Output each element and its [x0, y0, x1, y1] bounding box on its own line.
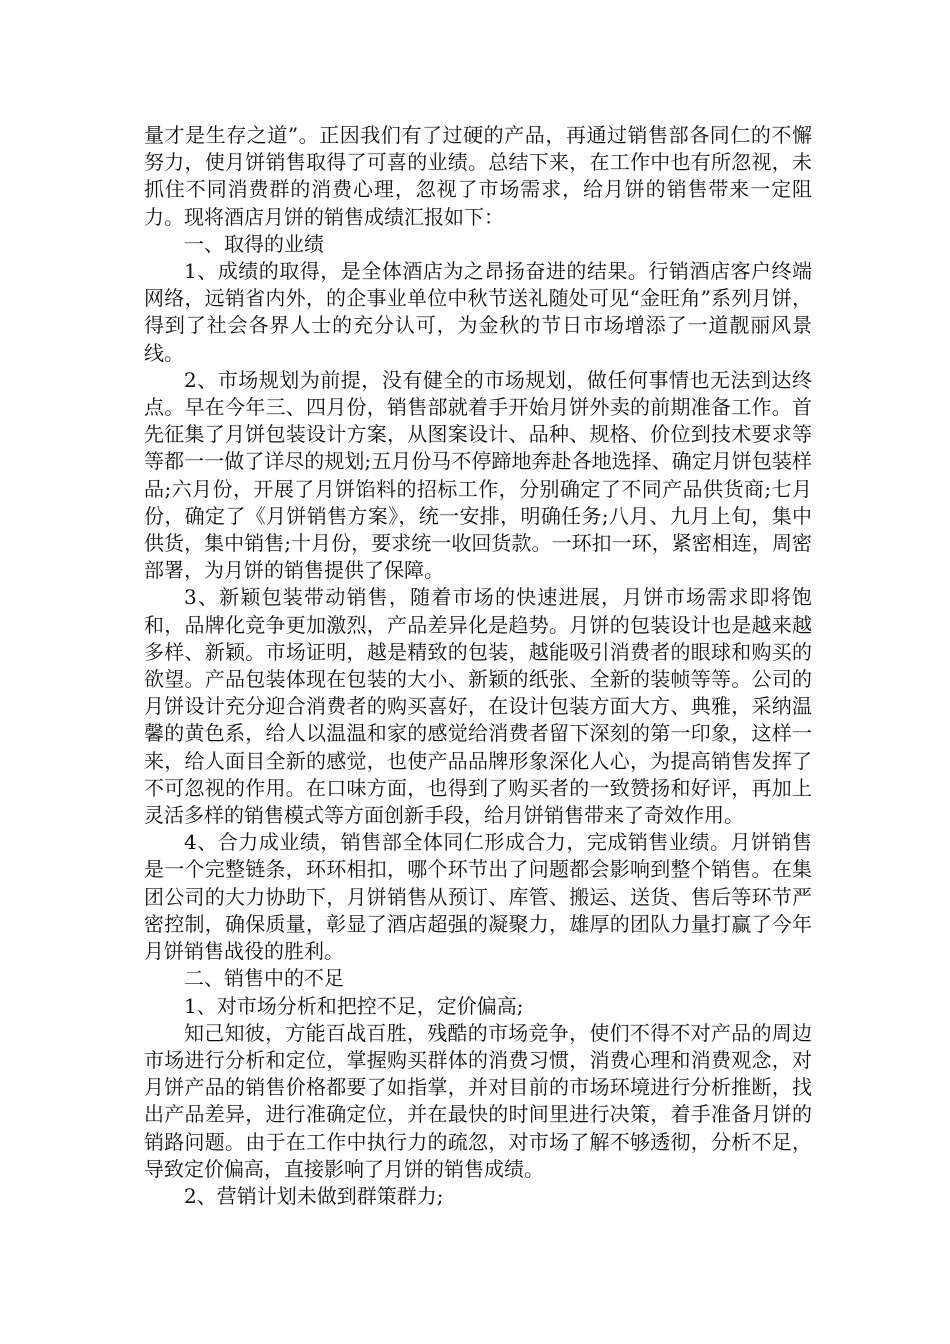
paragraph-achievement-3: 3、新颖包装带动销售，随着市场的快速进展，月饼市场需求即将饱和，品牌化竞争更加激烈，产品差异化是趋势。月饼的包装设计也是越来越多样、新颖。市场证明，越是精致的包装，越能吸引消费者的眼球和购买的欲望。产品包装体现在包装的大小、新颖的纸张、全新的装帧等等。公司的月饼设计充分迎合消费者的购买喜好，在设计包装方面大方、典雅，采纳温馨的黄色系，给人以温温和家的感觉给消费者留下深刻的第一印象，这样一来，给人面目全新的感觉，也使产品品牌形象深化人心，为提高销售发挥了不可忽视的作用。在口味方面，也得到了购买者的一致赞扬和好评，再加上灵活多样的销售模式等方面创新手段，给月饼销售带来了奇效作用。: [144, 585, 812, 828]
paragraph-achievement-4: 4、合力成业绩，销售部全体同仁形成合力，完成销售业绩。月饼销售是一个完整链条，环环相扣，哪个环节出了问题都会影响到整个销售。在集团公司的大力协助下，月饼销售从预订、库管、搬运、送货、售后等环节严密控制，确保质量，彰显了酒店超强的凝聚力，雄厚的团队力量打赢了今年月饼销售战役的胜利。: [144, 830, 812, 964]
paragraph-achievement-1: 1、成绩的取得，是全体酒店为之昂扬奋进的结果。行销酒店客户终端网络，远销省内外，的企事业单位中秋节送礼随处可见“金旺角”系列月饼，得到了社会各界人士的充分认可，为金秋的节日市场增添了一道靓丽风景线。: [144, 259, 812, 365]
paragraph-achievement-2: 2、市场规划为前提，没有健全的市场规划，做任何事情也无法到达终点。早在今年三、四月份，销售部就着手开始月饼外卖的前期准备工作。首先征集了月饼包装设计方案，从图案设计、品种、规格、价位到技术要求等等都一一做了详尽的规划;五月份马不停蹄地奔赴各地选择、确定月饼包装样品;六月份，开展了月饼馅料的招标工作，分别确定了不同产品供货商;七月份，确定了《月饼销售方案》，统一安排，明确任务;八月、九月上旬，集中供货，集中销售;十月份，要求统一收回货款。一环扣一环，紧密相连，周密部署，为月饼的销售提供了保障。: [144, 367, 812, 583]
paragraph-shortcoming-1-body: 知己知彼，方能百战百胜，残酷的市场竞争，使们不得不对产品的周边市场进行分析和定位，掌握购买群体的消费习惯，消费心理和消费观念，对月饼产品的销售价格都要了如指掌，并对目前的市场环境进行分析推断，找出产品差异，进行准确定位，并在最快的时间里进行决策，着手准备月饼的销路问题。由于在工作中执行力的疏忽，对市场了解不够透彻，分析不足，导致定价偏高，直接影响了月饼的销售成绩。: [144, 1020, 812, 1181]
paragraph-shortcoming-1-title: 1、对市场分析和把控不足，定价偏高;: [184, 993, 524, 1018]
section-heading-achievements: 一、取得的业绩: [184, 231, 324, 256]
document-body: [144, 122, 812, 1210]
paragraph-intro: 量才是生存之道”。正因我们有了过硬的产品，再通过销售部各同仁的不懈努力，使月饼销售取得了可喜的业绩。总结下来，在工作中也有所忽视，未抓住不同消费群的消费心理，忽视了市场需求，给月饼的销售带来一定阻力。现将酒店月饼的销售成绩汇报如下：: [144, 123, 812, 229]
paragraph-shortcoming-2-title: 2、营销计划未做到群策群力;: [184, 1183, 444, 1208]
section-heading-shortcomings: 二、销售中的不足: [184, 966, 344, 991]
